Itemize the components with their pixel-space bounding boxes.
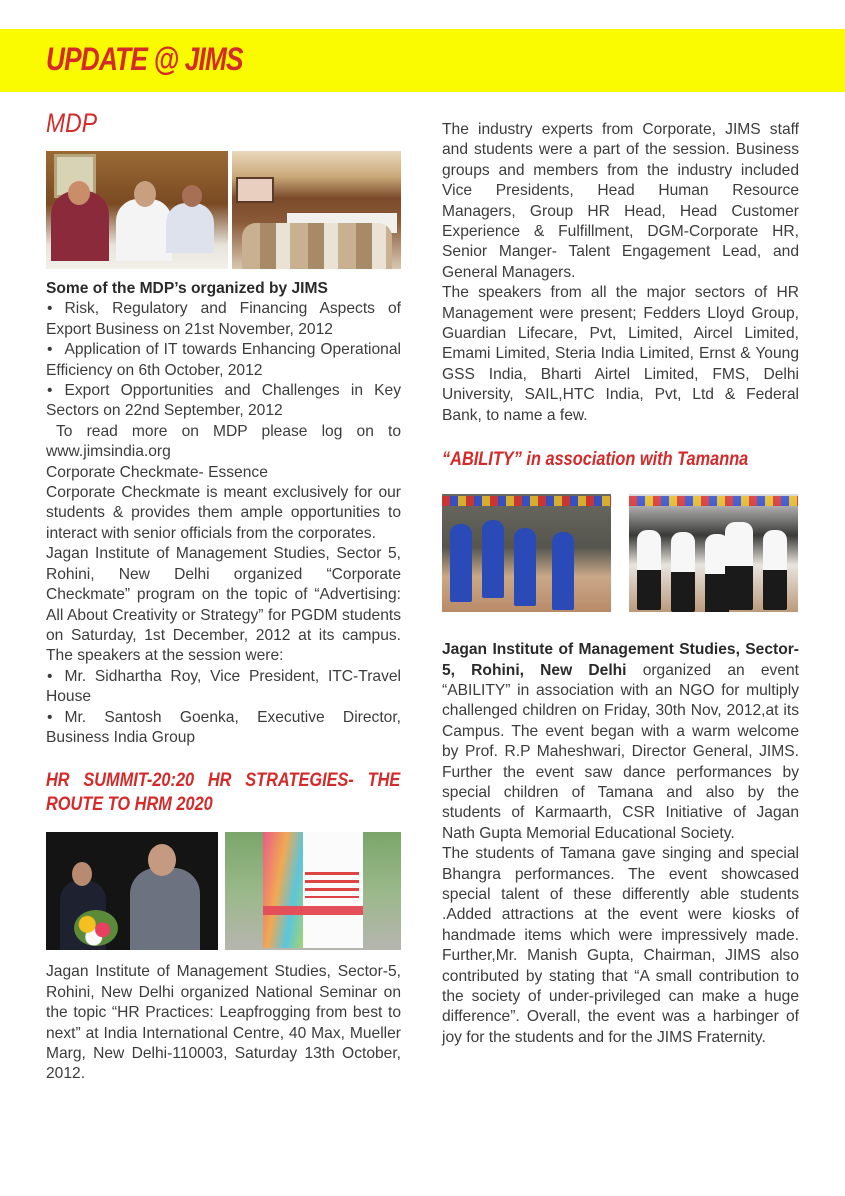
mdp-list-item: • Export Opportunities and Challenges in Key Sectors on 22nd September, 2012	[46, 381, 401, 422]
page-title: UPDATE @ JIMS	[46, 41, 243, 77]
mdp-list-item: • Application of IT towards Enhancing Operational Efficiency on 6th October, 2012	[46, 340, 401, 381]
header-banner	[0, 29, 845, 92]
mdp-list-heading: Some of the MDP’s organized by JIMS	[46, 280, 328, 297]
mdp-section-title: MDP	[46, 108, 97, 138]
mdp-conference-photo	[232, 151, 401, 269]
hr-standee-photo	[225, 832, 401, 950]
hr-photo-row	[46, 832, 401, 950]
ability-photo-row	[442, 494, 798, 612]
ability-blue-dancers-photo	[442, 494, 611, 612]
cc-intro: Corporate Checkmate is meant exclusively for our students & provides them ample opportunities to interact with senior officials from the corporates.	[46, 484, 401, 542]
cc-body: Jagan Institute of Management Studies, Sector 5, Rohini, New Delhi organized “Corporate Checkmate” program on the topic of “Advertising: All About Creativity or Strategy” for PGDM students on Saturday, 1st December, 2012 at its campus. The speakers at the session were:	[46, 545, 401, 665]
ability-body	[442, 640, 799, 844]
mdp-list-item: • Risk, Regulatory and Financing Aspects of Export Business on 21st November, 2012	[46, 299, 401, 340]
hr-summit-continued-2: The speakers from all the major sectors of HR Management were present; Fedders Lloyd Group, Guardian Lifecare, Pvt, Limited, Aircel Limited, Emami Limited, Steria India Limited, Ernst & Young GSS India, Bharti Airtel Limited, FMS, Delhi University, SAIL,HTC India, Pvt, Ltd & Federal Bank, to name a few.	[442, 284, 799, 424]
mdp-read-more-link[interactable]: To read more on MDP please log on to www.jimsindia.org	[46, 422, 401, 461]
mdp-panel-photo	[46, 151, 228, 269]
right-column	[442, 120, 799, 1048]
left-column	[46, 108, 401, 1085]
ability-white-dancers-photo	[629, 494, 798, 612]
hr-summit-title: HR SUMMIT-20:20 HR STRATEGIES- THE ROUTE TO HRM 2020	[46, 770, 401, 816]
mdp-photo-row	[46, 151, 401, 269]
ability-body-2: The students of Tamana gave singing and special Bhangra performances. The event showcased special talent of these differently able students .Added attractions at the event were kiosks of handmade items which were impressively made. Further,Mr. Manish Gupta, Chairman, JIMS also contributed by stating that “A small contribution to the society of under-privileged can make a huge difference”. Overall, the event was a harbinger of joy for the students and for the JIMS Fraternity.	[442, 845, 799, 1046]
hr-award-photo	[46, 832, 218, 950]
speaker-item: • Mr. Sidhartha Roy, Vice President, ITC-Travel House	[46, 667, 401, 708]
ability-body-bold: Jagan Institute of Management Studies, Sector-5, Rohini, New Delhi	[442, 641, 799, 679]
ability-section-title: “ABILITY” in association with Tamanna	[442, 449, 749, 471]
ability-body-rest: organized an event “ABILITY” in association with an NGO for multiply challenged children on Friday, 30th Nov, 2012,at its Campus. The event began with a warm welcome by Prof. R.P Maheshwari, Director General, JIMS. Further the event saw dance performances by special children of Tamana and also by the students of Karmaarth, CSR Initiative of Jagan Nath Gupta Memorial Educational Society.	[442, 661, 800, 842]
hr-summit-body: Jagan Institute of Management Studies, Sector-5, Rohini, New Delhi organized National Seminar on the topic “HR Practices: Leapfrogging from best to next” at India International Centre, 40 Max, Mueller Marg, New Delhi-110003, Saturday 13th October, 2012.	[46, 963, 401, 1083]
speaker-item: • Mr. Santosh Goenka, Executive Director, Business India Group	[46, 708, 401, 749]
cc-heading: Corporate Checkmate- Essence	[46, 463, 268, 481]
hr-summit-continued-1: The industry experts from Corporate, JIMS staff and students were a part of the session. Business groups and members from the industry included Vice Presidents, Head Human Resource Managers, Group HR Head, Head Customer Experience & Fulfillment, DGM-Corporate HR, Senior Manger- Talent Engagement Lead, and General Managers.	[442, 121, 799, 281]
